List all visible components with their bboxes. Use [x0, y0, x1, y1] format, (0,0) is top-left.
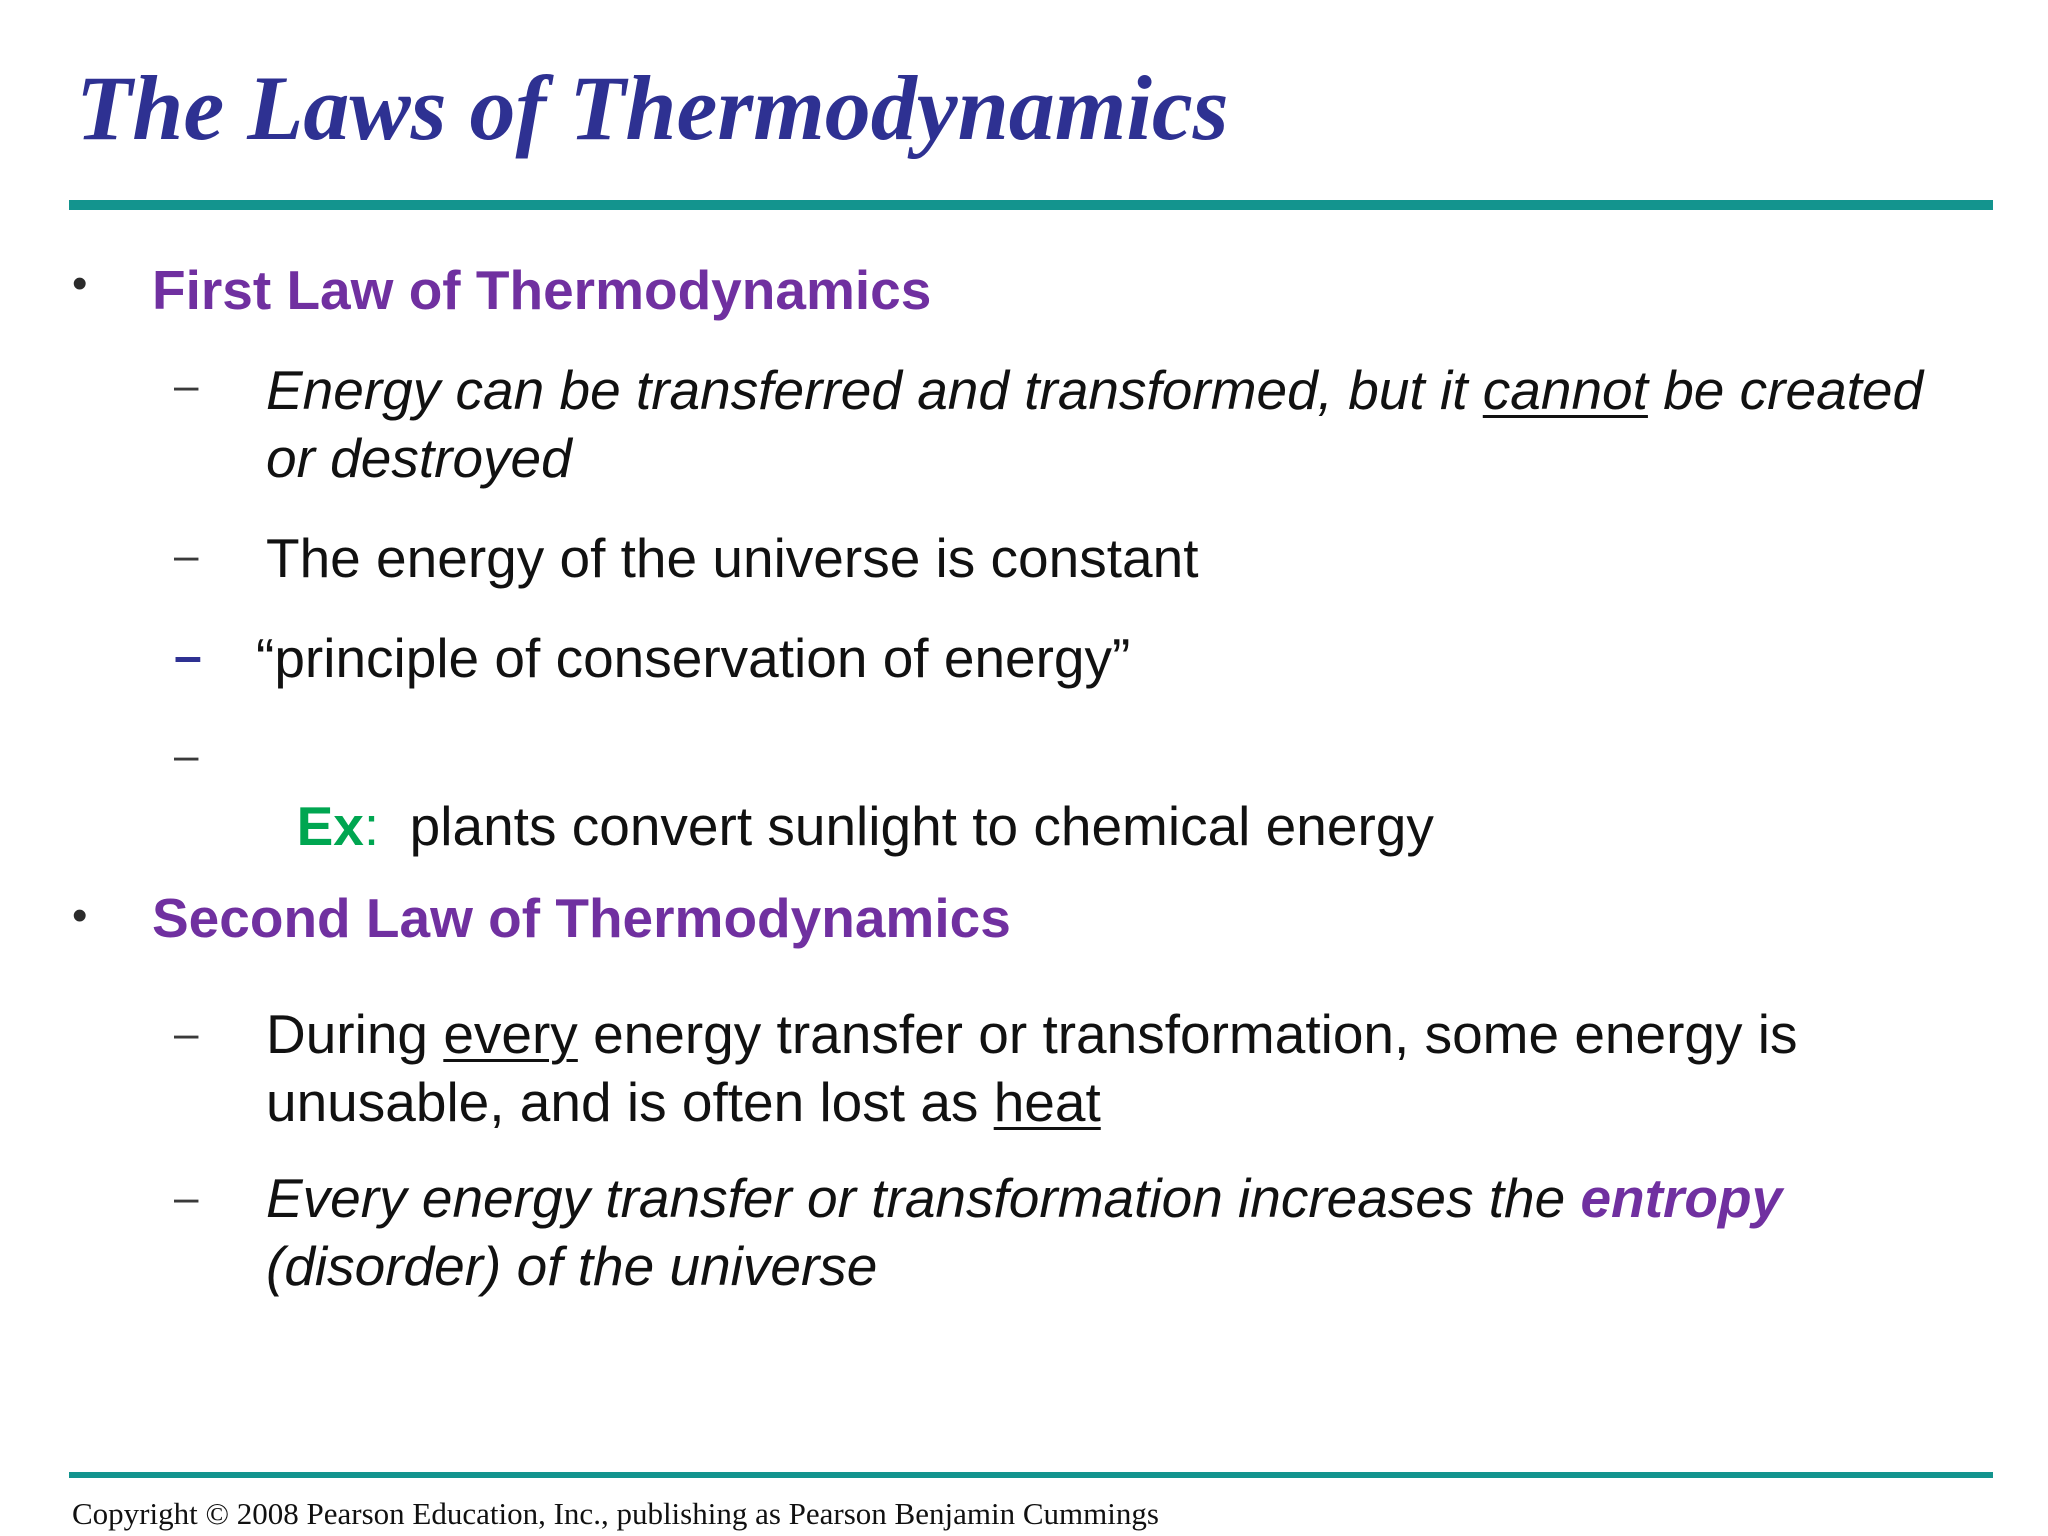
first-law-statement: [266, 356, 1986, 492]
example-label: Ex: [296, 795, 364, 857]
energy-constant-item: The energy of the universe is constant: [266, 527, 1199, 589]
example-item: [266, 724, 1986, 860]
example-colon: :: [363, 795, 380, 857]
entropy-text-1: Every energy transfer or transformation increases the: [266, 1167, 1581, 1229]
bullet-first-law: •: [72, 259, 88, 308]
dash-first-law-1: –: [174, 361, 199, 410]
footer-divider: [69, 1472, 1993, 1478]
dash-first-law-3: –: [174, 628, 202, 684]
energy-loss-text-2: energy transfer or transformation, some energy is unusable, and is often lost as: [266, 1003, 1798, 1133]
bullet-second-law: •: [72, 891, 88, 940]
cannot-underlined: cannot: [1482, 359, 1648, 421]
first-law-statement-text-1: Energy can be transferred and transformed, but it: [266, 359, 1483, 421]
entropy-text-2: (disorder) of the universe: [266, 1235, 878, 1297]
first-law-heading: First Law of Thermodynamics: [152, 259, 932, 321]
heat-underlined: heat: [993, 1071, 1101, 1133]
example-text: plants convert sunlight to chemical energy: [379, 795, 1434, 857]
dash-first-law-2: –: [174, 531, 199, 580]
energy-loss-text-1: During: [266, 1003, 444, 1065]
dash-first-law-4: –: [174, 731, 199, 780]
second-law-heading: Second Law of Thermodynamics: [152, 887, 1011, 949]
title-divider: [69, 200, 1993, 210]
energy-loss-item: [266, 1000, 1986, 1136]
conservation-principle-item: “principle of conservation of energy”: [256, 627, 1131, 689]
every-underlined: every: [443, 1003, 578, 1065]
dash-second-law-1: –: [174, 1009, 199, 1058]
slide-title: The Laws of Thermodynamics: [76, 57, 1229, 159]
first-law-statement-text-2: be created or destroyed: [266, 359, 1924, 489]
dash-second-law-2: –: [174, 1173, 199, 1222]
copyright-footer: Copyright © 2008 Pearson Education, Inc., publishing as Pearson Benjamin Cummings: [72, 1496, 1159, 1531]
entropy-item: [266, 1164, 1986, 1300]
entropy-term: entropy: [1580, 1167, 1783, 1229]
